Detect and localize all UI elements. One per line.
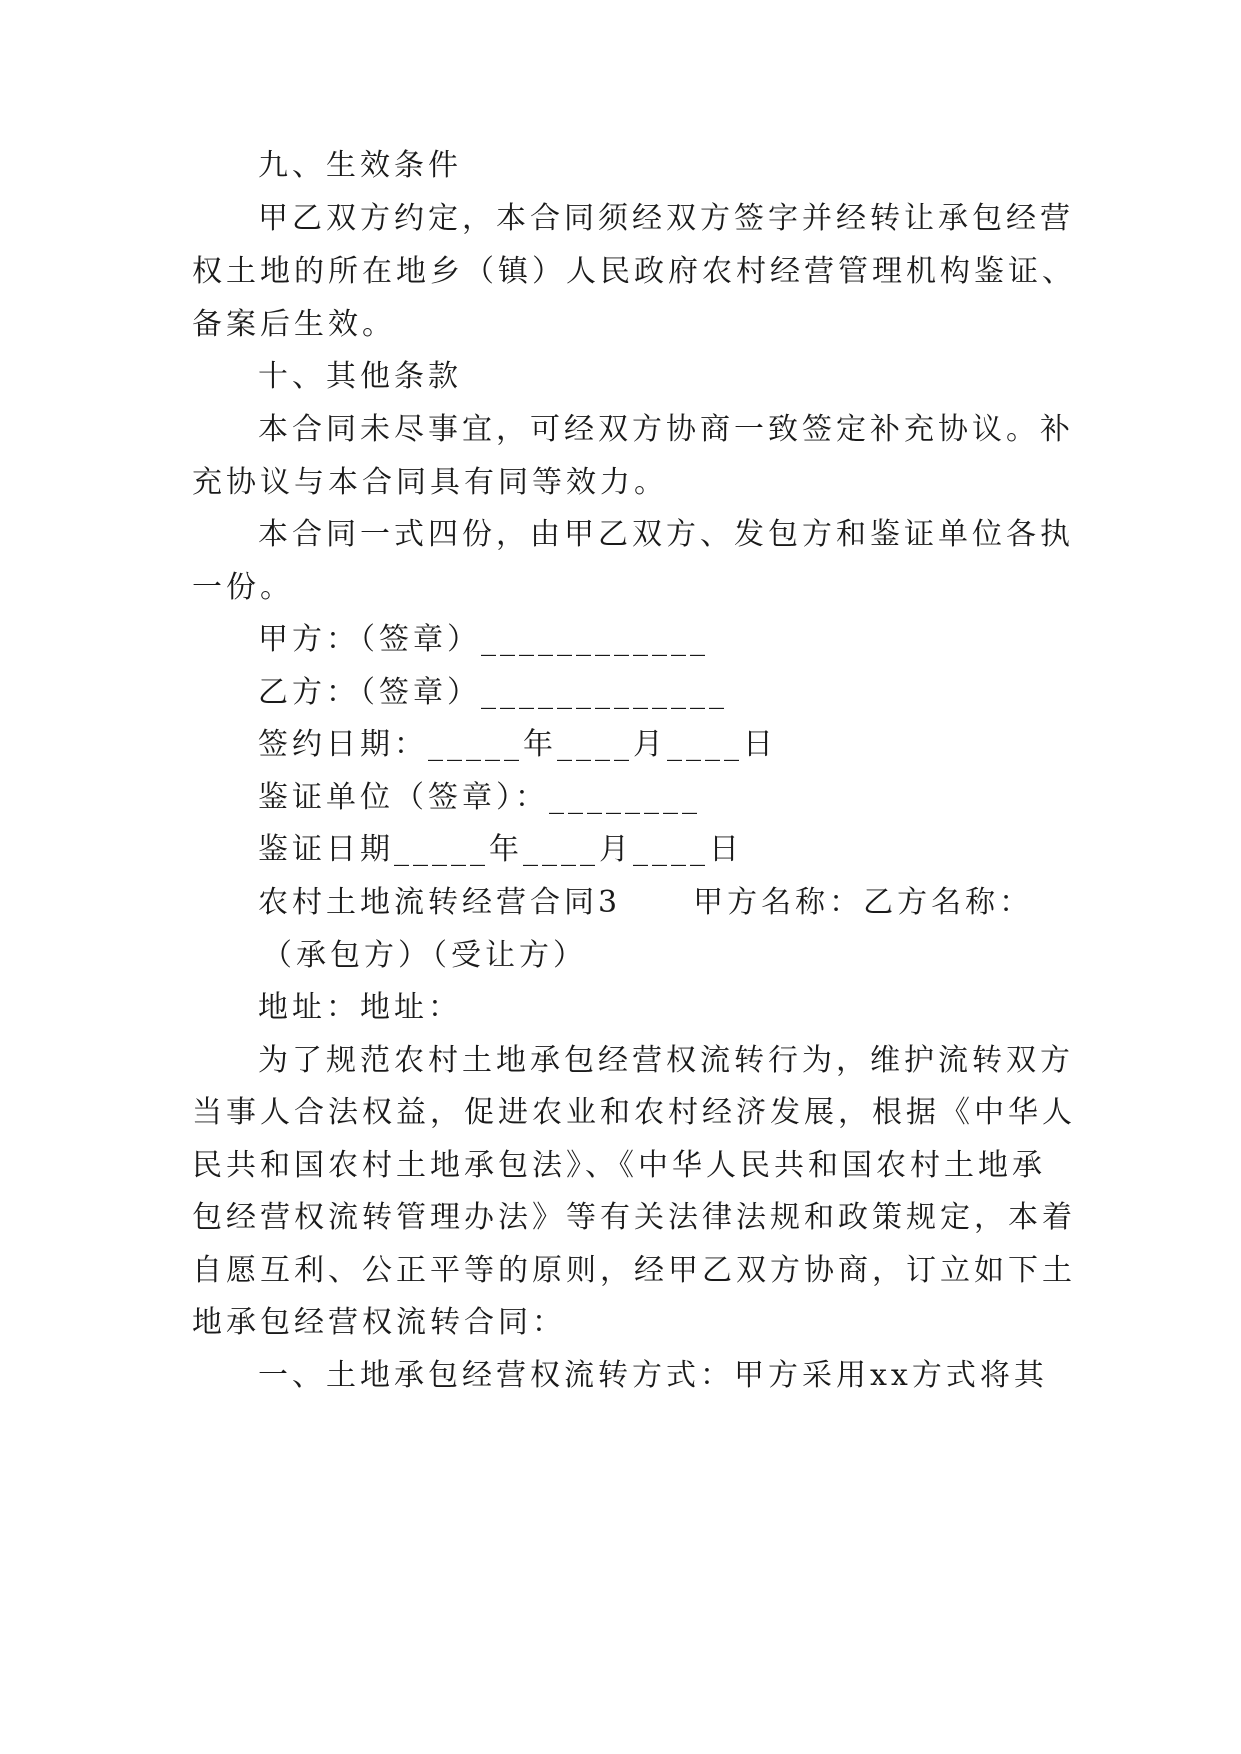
paragraph-line: 备案后生效。 bbox=[192, 307, 396, 342]
signature-line-party-a: 甲方：（签章）____________ bbox=[258, 622, 709, 657]
paragraph-line: 包经营权流转管理办法》等有关法律法规和政策规定，本着 bbox=[192, 1200, 1076, 1235]
section-heading-transfer-method: 一、土地承包经营权流转方式：甲方采用xx方式将其 bbox=[258, 1358, 1048, 1393]
paragraph-line: 本合同一式四份，由甲乙双方、发包方和鉴证单位各执 bbox=[258, 517, 1074, 552]
paragraph-line: 权土地的所在地乡（镇）人民政府农村经营管理机构鉴证、 bbox=[192, 254, 1076, 289]
section-heading-other-terms: 十、其他条款 bbox=[258, 359, 462, 394]
paragraph-line: 充协议与本合同具有同等效力。 bbox=[192, 465, 668, 500]
paragraph-line: 一份。 bbox=[192, 570, 294, 605]
section-heading-effective-conditions: 九、生效条件 bbox=[258, 148, 462, 183]
paragraph-line: 自愿互利、公正平等的原则，经甲乙双方协商，订立如下土 bbox=[192, 1253, 1076, 1288]
party-roles-line: （承包方）（受让方） bbox=[262, 938, 587, 973]
paragraph-line: 民共和国农村土地承包法》、《中华人民共和国农村土地承 bbox=[192, 1148, 1046, 1183]
contract-title-text: 农村土地流转经营合同3 bbox=[258, 885, 622, 920]
certifier-signature-line: 鉴证单位（签章）：________ bbox=[258, 780, 701, 815]
address-line: 地址：地址： bbox=[258, 990, 462, 1025]
signature-line-party-b: 乙方：（签章）_____________ bbox=[258, 675, 728, 710]
signing-date-line: 签约日期：_____年____月____日 bbox=[258, 727, 777, 762]
contract-title bbox=[258, 883, 1033, 923]
paragraph-line: 当事人合法权益，促进农业和农村经济发展，根据《中华人 bbox=[192, 1095, 1076, 1130]
party-names-label: 甲方名称：乙方名称： bbox=[693, 885, 1034, 920]
certification-date-line: 鉴证日期_____年____月____日 bbox=[258, 832, 743, 867]
paragraph-line: 地承包经营权流转合同： bbox=[192, 1305, 566, 1340]
paragraph-line: 为了规范农村土地承包经营权流转行为，维护流转双方 bbox=[258, 1043, 1074, 1078]
paragraph-line: 甲乙双方约定，本合同须经双方签字并经转让承包经营 bbox=[258, 201, 1074, 236]
paragraph-line: 本合同未尽事宜，可经双方协商一致签定补充协议。补 bbox=[258, 412, 1074, 447]
